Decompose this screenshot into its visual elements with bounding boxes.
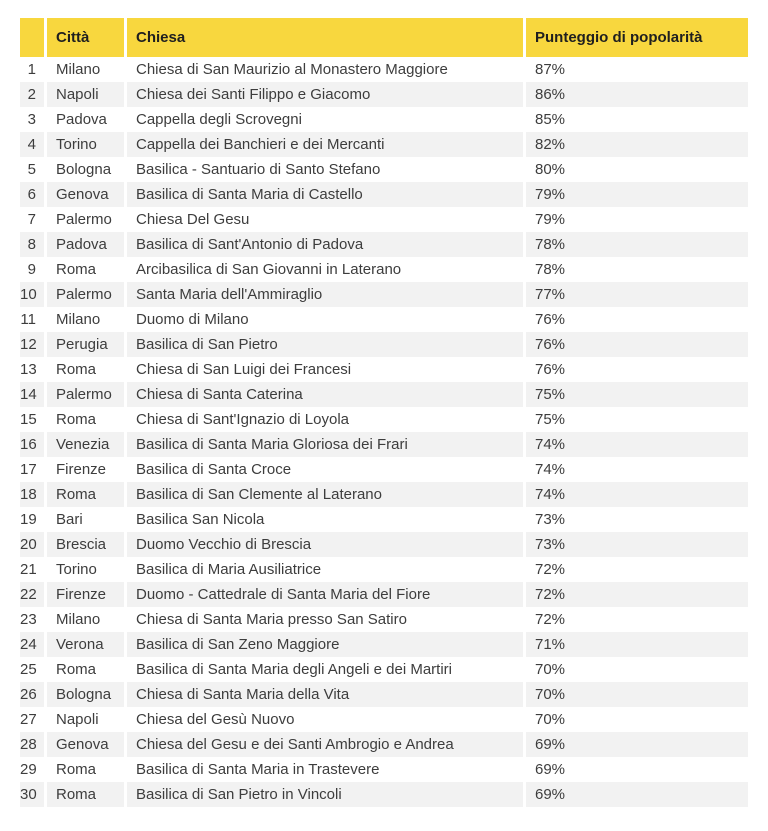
row-city: Roma [44, 782, 124, 807]
row-score: 76% [523, 307, 748, 332]
row-rank: 12 [20, 332, 44, 357]
row-city: Milano [44, 607, 124, 632]
row-city: Bologna [44, 682, 124, 707]
table-row [20, 257, 748, 282]
row-city: Venezia [44, 432, 124, 457]
row-score: 72% [523, 607, 748, 632]
row-rank: 5 [20, 157, 44, 182]
row-rank: 14 [20, 382, 44, 407]
row-score: 70% [523, 657, 748, 682]
row-rank: 11 [20, 307, 44, 332]
row-rank: 27 [20, 707, 44, 732]
row-score: 75% [523, 382, 748, 407]
column-header-city: Città [44, 18, 124, 57]
table-body [20, 57, 748, 807]
table-row [20, 157, 748, 182]
row-church: Basilica di San Clemente al Laterano [124, 482, 523, 507]
row-church: Basilica di San Pietro in Vincoli [124, 782, 523, 807]
row-city: Milano [44, 57, 124, 82]
row-score: 70% [523, 707, 748, 732]
row-church: Chiesa del Gesù Nuovo [124, 707, 523, 732]
row-rank: 23 [20, 607, 44, 632]
row-rank: 13 [20, 357, 44, 382]
row-city: Roma [44, 757, 124, 782]
table-row [20, 332, 748, 357]
row-score: 77% [523, 282, 748, 307]
row-church: Cappella degli Scrovegni [124, 107, 523, 132]
row-score: 69% [523, 732, 748, 757]
row-city: Palermo [44, 207, 124, 232]
church-popularity-table [20, 18, 748, 807]
row-church: Duomo Vecchio di Brescia [124, 532, 523, 557]
row-rank: 15 [20, 407, 44, 432]
row-score: 72% [523, 582, 748, 607]
row-rank: 1 [20, 57, 44, 82]
row-church: Chiesa di Sant'Ignazio di Loyola [124, 407, 523, 432]
row-score: 82% [523, 132, 748, 157]
row-rank: 6 [20, 182, 44, 207]
table-row [20, 232, 748, 257]
table-row [20, 182, 748, 207]
row-score: 74% [523, 457, 748, 482]
row-rank: 30 [20, 782, 44, 807]
row-church: Chiesa di San Luigi dei Francesi [124, 357, 523, 382]
column-header-church: Chiesa [124, 18, 523, 57]
row-city: Roma [44, 407, 124, 432]
row-city: Roma [44, 482, 124, 507]
row-church: Chiesa di San Maurizio al Monastero Maggiore [124, 57, 523, 82]
row-rank: 4 [20, 132, 44, 157]
row-city: Padova [44, 107, 124, 132]
row-church: Basilica di Santa Maria in Trastevere [124, 757, 523, 782]
row-rank: 19 [20, 507, 44, 532]
table-row [20, 207, 748, 232]
header-row [20, 18, 748, 57]
row-city: Padova [44, 232, 124, 257]
row-score: 75% [523, 407, 748, 432]
row-church: Chiesa di Santa Maria della Vita [124, 682, 523, 707]
table-row [20, 132, 748, 157]
row-church: Arcibasilica di San Giovanni in Laterano [124, 257, 523, 282]
table-row [20, 382, 748, 407]
row-score: 72% [523, 557, 748, 582]
row-church: Cappella dei Banchieri e dei Mercanti [124, 132, 523, 157]
row-rank: 24 [20, 632, 44, 657]
row-rank: 28 [20, 732, 44, 757]
row-score: 79% [523, 182, 748, 207]
row-score: 73% [523, 507, 748, 532]
table-row [20, 307, 748, 332]
row-city: Napoli [44, 82, 124, 107]
table-row [20, 532, 748, 557]
row-city: Bari [44, 507, 124, 532]
row-score: 73% [523, 532, 748, 557]
row-city: Torino [44, 557, 124, 582]
table-row [20, 782, 748, 807]
row-city: Firenze [44, 582, 124, 607]
row-city: Brescia [44, 532, 124, 557]
row-church: Chiesa dei Santi Filippo e Giacomo [124, 82, 523, 107]
row-church: Duomo di Milano [124, 307, 523, 332]
table-row [20, 732, 748, 757]
row-score: 87% [523, 57, 748, 82]
row-score: 76% [523, 357, 748, 382]
table-row [20, 682, 748, 707]
row-score: 70% [523, 682, 748, 707]
table-row [20, 757, 748, 782]
row-city: Bologna [44, 157, 124, 182]
row-church: Santa Maria dell'Ammiraglio [124, 282, 523, 307]
row-score: 69% [523, 757, 748, 782]
row-church: Basilica di Santa Maria di Castello [124, 182, 523, 207]
row-church: Basilica di Santa Croce [124, 457, 523, 482]
row-rank: 3 [20, 107, 44, 132]
row-church: Chiesa di Santa Maria presso San Satiro [124, 607, 523, 632]
table-row [20, 82, 748, 107]
row-church: Basilica di Santa Maria degli Angeli e dei Martiri [124, 657, 523, 682]
table-row [20, 707, 748, 732]
row-rank: 22 [20, 582, 44, 607]
table-row [20, 457, 748, 482]
row-score: 79% [523, 207, 748, 232]
row-rank: 2 [20, 82, 44, 107]
table-row [20, 107, 748, 132]
table-row [20, 282, 748, 307]
row-rank: 17 [20, 457, 44, 482]
row-city: Roma [44, 657, 124, 682]
row-church: Basilica San Nicola [124, 507, 523, 532]
table-row [20, 582, 748, 607]
row-city: Genova [44, 182, 124, 207]
column-header-score: Punteggio di popolarità [523, 18, 748, 57]
row-score: 78% [523, 232, 748, 257]
row-score: 85% [523, 107, 748, 132]
row-rank: 9 [20, 257, 44, 282]
row-city: Roma [44, 357, 124, 382]
row-score: 80% [523, 157, 748, 182]
row-city: Napoli [44, 707, 124, 732]
row-city: Firenze [44, 457, 124, 482]
row-church: Basilica - Santuario di Santo Stefano [124, 157, 523, 182]
column-header-rank [20, 18, 44, 57]
row-church: Basilica di Santa Maria Gloriosa dei Frari [124, 432, 523, 457]
table-row [20, 482, 748, 507]
row-city: Genova [44, 732, 124, 757]
row-city: Torino [44, 132, 124, 157]
table-row [20, 657, 748, 682]
row-city: Perugia [44, 332, 124, 357]
row-church: Chiesa di Santa Caterina [124, 382, 523, 407]
row-rank: 26 [20, 682, 44, 707]
row-score: 71% [523, 632, 748, 657]
row-score: 74% [523, 482, 748, 507]
table-row [20, 557, 748, 582]
table-row [20, 357, 748, 382]
row-church: Chiesa Del Gesu [124, 207, 523, 232]
table-row [20, 607, 748, 632]
row-city: Palermo [44, 282, 124, 307]
row-rank: 10 [20, 282, 44, 307]
row-church: Basilica di Maria Ausiliatrice [124, 557, 523, 582]
row-score: 78% [523, 257, 748, 282]
row-score: 69% [523, 782, 748, 807]
table-row [20, 57, 748, 82]
row-rank: 7 [20, 207, 44, 232]
row-score: 86% [523, 82, 748, 107]
row-score: 76% [523, 332, 748, 357]
row-rank: 20 [20, 532, 44, 557]
table-row [20, 632, 748, 657]
row-rank: 21 [20, 557, 44, 582]
row-score: 74% [523, 432, 748, 457]
popularity-table-container [20, 18, 748, 807]
row-rank: 18 [20, 482, 44, 507]
table-row [20, 407, 748, 432]
table-row [20, 432, 748, 457]
row-city: Roma [44, 257, 124, 282]
row-rank: 8 [20, 232, 44, 257]
table-row [20, 507, 748, 532]
row-rank: 16 [20, 432, 44, 457]
row-rank: 25 [20, 657, 44, 682]
row-city: Verona [44, 632, 124, 657]
row-church: Basilica di Sant'Antonio di Padova [124, 232, 523, 257]
row-city: Palermo [44, 382, 124, 407]
row-church: Duomo - Cattedrale di Santa Maria del Fiore [124, 582, 523, 607]
row-church: Basilica di San Pietro [124, 332, 523, 357]
row-church: Chiesa del Gesu e dei Santi Ambrogio e Andrea [124, 732, 523, 757]
row-city: Milano [44, 307, 124, 332]
row-rank: 29 [20, 757, 44, 782]
row-church: Basilica di San Zeno Maggiore [124, 632, 523, 657]
